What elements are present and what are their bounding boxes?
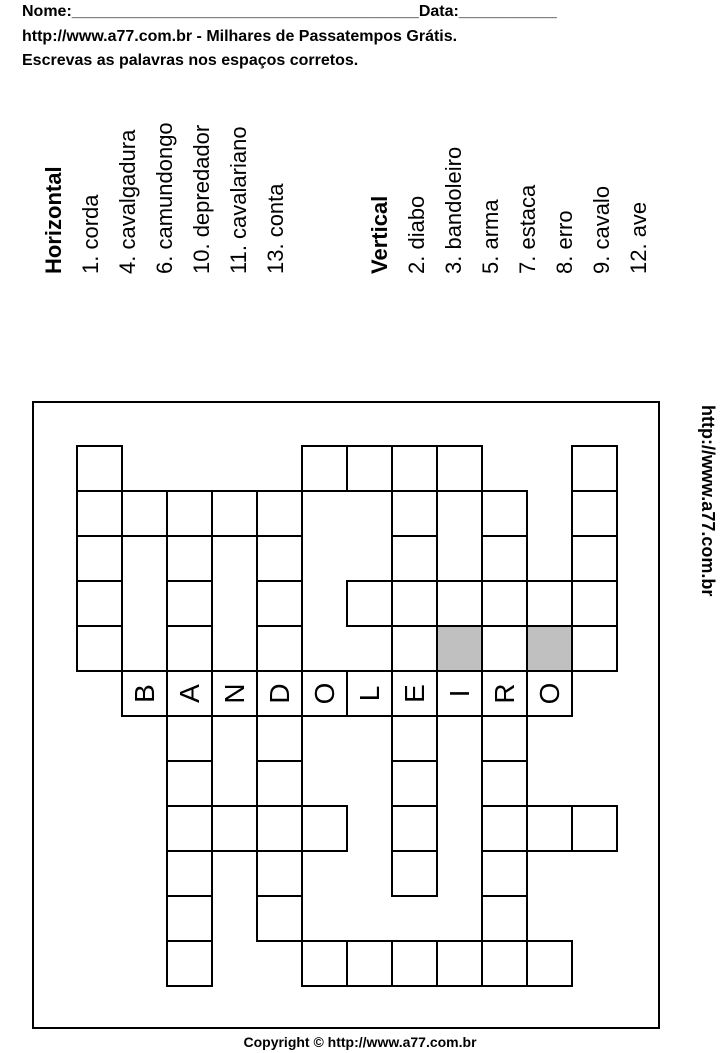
- solved-letter: E: [399, 684, 430, 703]
- horizontal-clue: 10. depredador: [189, 124, 214, 274]
- horizontal-clue: 6. camundongo: [152, 122, 177, 274]
- grid-cell[interactable]: [257, 851, 302, 896]
- grid-cell[interactable]: [77, 626, 122, 671]
- grid-cell[interactable]: [77, 536, 122, 581]
- grid-cell[interactable]: [482, 896, 527, 941]
- grid-cell[interactable]: [167, 626, 212, 671]
- grid-cell[interactable]: [527, 581, 572, 626]
- grid-cell[interactable]: [347, 941, 392, 986]
- grid-cell[interactable]: [392, 761, 437, 806]
- grid-cell[interactable]: [527, 806, 572, 851]
- grid-cell[interactable]: [167, 716, 212, 761]
- grid-cell[interactable]: [257, 896, 302, 941]
- grid-cell[interactable]: [482, 941, 527, 986]
- vertical-clue: 7. estaca: [515, 184, 540, 274]
- grid-cell[interactable]: [257, 491, 302, 536]
- shaded-cell[interactable]: [527, 626, 572, 671]
- grid-cell[interactable]: [257, 716, 302, 761]
- grid-cell[interactable]: [302, 941, 347, 986]
- grid-cell[interactable]: [572, 581, 617, 626]
- grid-cell[interactable]: [257, 626, 302, 671]
- grid-cell[interactable]: [482, 536, 527, 581]
- vertical-clue: 3. bandoleiro: [441, 146, 466, 274]
- grid-cell[interactable]: [167, 761, 212, 806]
- nome-blank[interactable]: _______________________________________: [71, 3, 419, 20]
- grid-cell[interactable]: [392, 851, 437, 896]
- grid-cell[interactable]: [77, 491, 122, 536]
- grid-cell[interactable]: [347, 446, 392, 491]
- grid-cell[interactable]: [392, 581, 437, 626]
- horizontal-clue: 1. corda: [78, 194, 103, 274]
- grid-cell[interactable]: [437, 941, 482, 986]
- grid-cell[interactable]: [572, 806, 617, 851]
- solved-letter: N: [219, 683, 250, 704]
- nome-label: Nome:: [22, 3, 72, 20]
- grid-cell[interactable]: [572, 626, 617, 671]
- grid-cell[interactable]: [302, 806, 347, 851]
- grid-cell[interactable]: [437, 446, 482, 491]
- grid-cell[interactable]: [392, 446, 437, 491]
- grid-cell[interactable]: [167, 536, 212, 581]
- grid-cell[interactable]: [212, 806, 257, 851]
- grid-cell[interactable]: [167, 581, 212, 626]
- vertical-title: Vertical: [367, 195, 392, 274]
- grid-cell[interactable]: [572, 491, 617, 536]
- instruction-line: Escrevas as palavras nos espaços corretos.: [22, 52, 359, 69]
- solved-letter: D: [264, 683, 295, 704]
- site-line: http://www.a77.com.br - Milhares de Passatempos Grátis.: [22, 28, 458, 45]
- grid-cell[interactable]: [167, 491, 212, 536]
- grid-cell[interactable]: [527, 941, 572, 986]
- grid-cell[interactable]: [167, 896, 212, 941]
- data-label: Data:: [418, 3, 459, 20]
- grid-cell[interactable]: [392, 536, 437, 581]
- grid-cell[interactable]: [482, 626, 527, 671]
- solved-letter: O: [309, 682, 340, 705]
- solved-letter: O: [534, 682, 565, 705]
- data-blank[interactable]: ___________: [458, 3, 557, 20]
- grid-cell[interactable]: [482, 851, 527, 896]
- grid-cell[interactable]: [257, 761, 302, 806]
- grid-cell[interactable]: [302, 446, 347, 491]
- solved-letter: B: [129, 684, 160, 703]
- side-url: http://www.a77.com.br: [698, 405, 718, 597]
- grid-cell[interactable]: [482, 491, 527, 536]
- grid-cell[interactable]: [392, 491, 437, 536]
- solved-letter: L: [354, 685, 385, 702]
- horizontal-clue: 4. cavalgadura: [115, 129, 140, 274]
- grid-cell[interactable]: [167, 941, 212, 986]
- solved-letter: I: [444, 689, 475, 698]
- grid-cell[interactable]: [482, 716, 527, 761]
- grid-cell[interactable]: [122, 491, 167, 536]
- horizontal-clue: 11. cavalariano: [226, 126, 251, 274]
- grid-cell[interactable]: [167, 806, 212, 851]
- grid-cell[interactable]: [482, 806, 527, 851]
- vertical-clue: 2. diabo: [404, 195, 429, 274]
- grid-cell[interactable]: [437, 581, 482, 626]
- grid-cell[interactable]: [392, 941, 437, 986]
- grid-cell[interactable]: [77, 446, 122, 491]
- horizontal-clue: 13. conta: [263, 183, 288, 274]
- horizontal-title: Horizontal: [41, 166, 66, 274]
- grid-cell[interactable]: [392, 806, 437, 851]
- grid-cell[interactable]: [212, 491, 257, 536]
- vertical-clue: 5. arma: [478, 199, 503, 274]
- grid-cell[interactable]: [167, 851, 212, 896]
- grid-cell[interactable]: [257, 581, 302, 626]
- shaded-cell[interactable]: [437, 626, 482, 671]
- grid-cell[interactable]: [572, 446, 617, 491]
- solved-letter: A: [174, 684, 205, 703]
- vertical-clue: 8. erro: [552, 210, 577, 274]
- grid-cell[interactable]: [257, 536, 302, 581]
- grid-cell[interactable]: [482, 761, 527, 806]
- grid-cell[interactable]: [257, 806, 302, 851]
- grid-cell[interactable]: [77, 581, 122, 626]
- vertical-clue: 9. cavalo: [589, 185, 614, 274]
- vertical-clue: 12. ave: [626, 201, 651, 274]
- copyright: Copyright © http://www.a77.com.br: [243, 1034, 477, 1050]
- solved-letter: R: [489, 683, 520, 704]
- grid-cell[interactable]: [347, 581, 392, 626]
- grid-cell[interactable]: [572, 536, 617, 581]
- grid-cell[interactable]: [482, 581, 527, 626]
- grid-cell[interactable]: [392, 716, 437, 761]
- grid-cell[interactable]: [392, 626, 437, 671]
